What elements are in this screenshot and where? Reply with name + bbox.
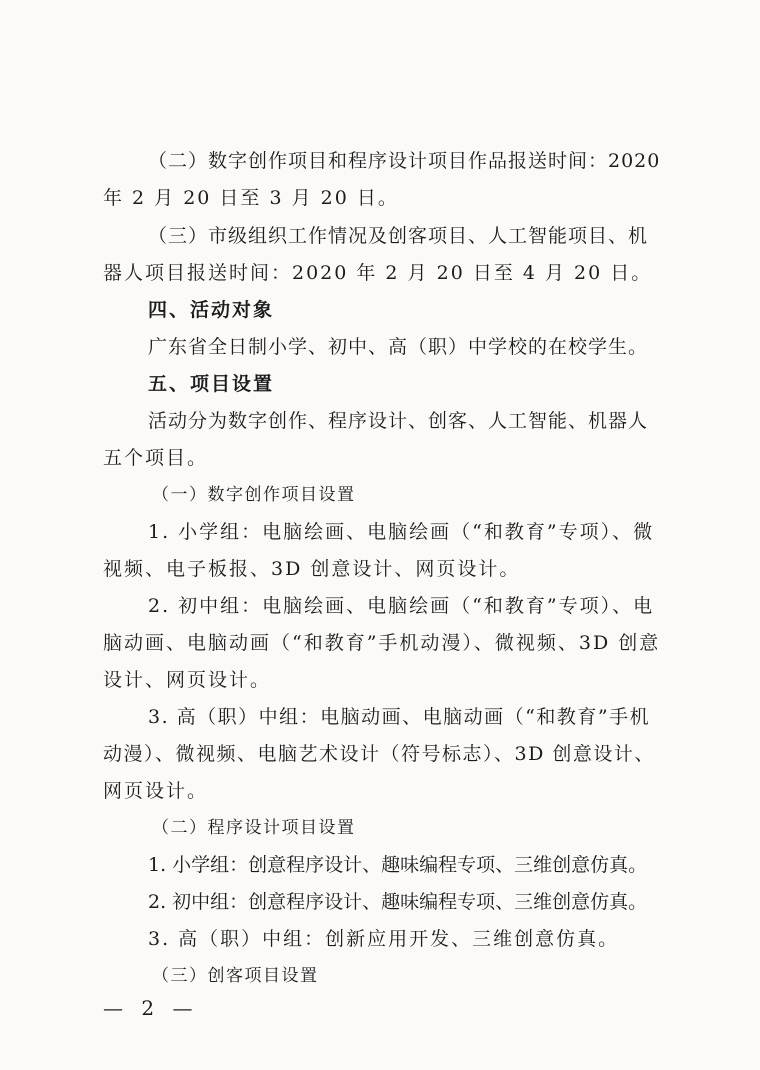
section-heading: 五、项目设置 — [148, 373, 275, 395]
paragraph-line: 五个项目。 — [103, 447, 209, 469]
paragraph-line: 脑动画、电脑动画（“和教育”手机动漫）、微视频、3D 创意 — [103, 632, 661, 654]
paragraph-line: 1. 小学组：创意程序设计、趣味编程专项、三维创意仿真。 — [148, 854, 648, 876]
paragraph-line: （三）市级组织工作情况及创客项目、人工智能项目、机 — [148, 225, 649, 247]
paragraph-line: 2. 初中组：电脑绘画、电脑绘画（“和教育”专项）、电 — [148, 595, 655, 617]
paragraph-line: （二）数字创作项目和程序设计项目作品报送时间：2020 — [148, 150, 661, 172]
paragraph-line: 1. 小学组：电脑绘画、电脑绘画（“和教育”专项）、微 — [148, 521, 655, 543]
subsection-heading: （三）创客项目设置 — [152, 966, 319, 986]
paragraph-line: 3. 高（职）中组：电脑动画、电脑动画（“和教育”手机 — [148, 706, 651, 728]
paragraph-line: 3. 高（职）中组：创新应用开发、三维创意仿真。 — [148, 928, 620, 950]
paragraph-line: 活动分为数字创作、程序设计、创客、人工智能、机器人 — [148, 410, 649, 432]
subsection-heading: （一）数字创作项目设置 — [152, 485, 356, 505]
subsection-heading: （二）程序设计项目设置 — [152, 818, 356, 838]
page-number: — 2 — — [103, 996, 199, 1020]
paragraph-line: 设计、网页设计。 — [103, 669, 272, 691]
paragraph-line: 网页设计。 — [103, 780, 209, 802]
paragraph-line: 2. 初中组：创意程序设计、趣味编程专项、三维创意仿真。 — [148, 891, 648, 913]
paragraph-line: 年 2 月 20 日至 3 月 20 日。 — [103, 187, 399, 209]
paragraph-line: 动漫）、微视频、电脑艺术设计（符号标志）、3D 创意设计、 — [103, 743, 655, 765]
paragraph-line: 器人项目报送时间：2020 年 2 月 20 日至 4 月 20 日。 — [103, 262, 653, 284]
section-heading: 四、活动对象 — [148, 299, 275, 321]
paragraph-line: 视频、电子板报、3D 创意设计、网页设计。 — [103, 558, 521, 580]
paragraph-line: 广东省全日制小学、初中、高（职）中学校的在校学生。 — [148, 336, 649, 358]
